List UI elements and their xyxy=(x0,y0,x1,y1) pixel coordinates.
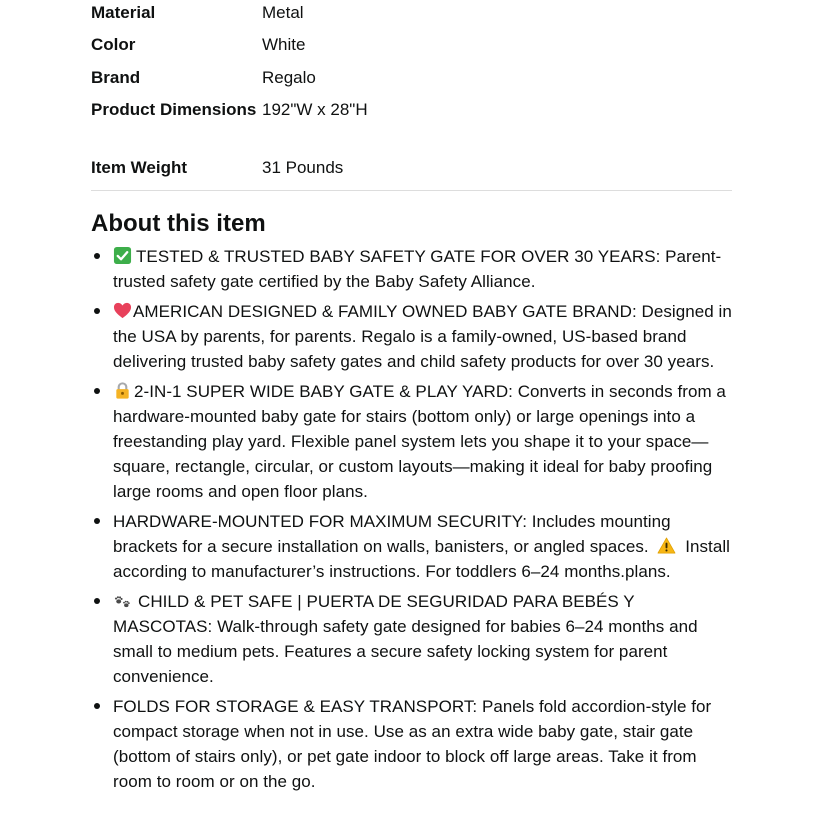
bullet-text: 2-IN-1 SUPER WIDE BABY GATE & PLAY YARD: Converts in seconds from a hardware-mounted baby gate for stairs (bottom only) or large openings into a freestanding play yard. Flexible panel system lets you shape it to your space—square, rectangle, circular, or custom layouts—making it ideal for baby proofing large rooms and open floor plans. xyxy=(113,382,726,501)
about-section-title: About this item xyxy=(91,210,266,237)
spec-row-color xyxy=(91,32,731,65)
list-item xyxy=(113,589,735,689)
bullet-text: FOLDS FOR STORAGE & EASY TRANSPORT: Panels fold accordion-style for compact storage when not in use. Use as an extra wide baby gate, stair gate (bottom of stairs only), or pet gate indoor to block off large areas. Take it from room to room or on the go. xyxy=(113,697,712,791)
list-item xyxy=(113,244,735,294)
spec-value: 31 Pounds xyxy=(262,158,344,177)
spec-row-weight xyxy=(91,155,731,185)
spec-value: Metal xyxy=(262,3,304,22)
bullet-text: Install according to manufacturer’s instructions. For toddlers 6–24 months.plans. xyxy=(113,537,730,581)
bullet-text: CHILD & PET SAFE | PUERTA DE SEGURIDAD PARA BEBÉS Y MASCOTAS: Walk-through safety gate designed for babies 6–24 months and small to medium pets. Features a secure safety locking system for parent convenience. xyxy=(113,592,698,686)
bullet-dot xyxy=(94,388,100,394)
spec-label: Item Weight xyxy=(91,158,188,177)
bullet-text: HARDWARE-MOUNTED FOR MAXIMUM SECURITY: Includes mounting brackets for a secure installation on walls, banisters, or angled spaces. xyxy=(113,512,671,556)
spec-label: Product Dimensions xyxy=(91,100,257,119)
paw-prints-icon xyxy=(113,591,132,610)
spec-value: White xyxy=(262,35,306,54)
spec-value: Regalo xyxy=(262,68,316,87)
spec-row-brand xyxy=(91,65,731,97)
spec-value: 192"W x 28"H xyxy=(262,100,368,119)
about-bullet-list xyxy=(113,244,735,799)
bullet-dot xyxy=(94,308,100,314)
list-item xyxy=(113,379,735,504)
warning-icon xyxy=(657,536,676,555)
list-item xyxy=(113,509,735,584)
spec-label: Brand xyxy=(91,68,141,87)
list-item xyxy=(113,299,735,374)
bullet-dot xyxy=(94,703,100,709)
spec-row-material xyxy=(91,0,731,32)
check-mark-icon xyxy=(113,246,132,265)
lock-icon xyxy=(113,381,132,400)
bullet-text: AMERICAN DESIGNED & FAMILY OWNED BABY GATE BRAND: Designed in the USA by parents, for parents. Regalo is a family-owned, US-based brand delivering trusted baby safety gates and child safety products for over 30 years. xyxy=(113,302,732,371)
bullet-dot xyxy=(94,598,100,604)
section-divider xyxy=(91,190,732,191)
bullet-dot xyxy=(94,518,100,524)
bullet-text: TESTED & TRUSTED BABY SAFETY GATE FOR OVER 30 YEARS: Parent-trusted safety gate certified by the Baby Safety Alliance. xyxy=(113,247,722,291)
heart-icon xyxy=(113,301,132,320)
spec-row-dimensions xyxy=(91,97,731,155)
spec-label: Material xyxy=(91,3,156,22)
product-spec-table xyxy=(91,0,731,185)
list-item xyxy=(113,694,735,794)
bullet-dot xyxy=(94,253,100,259)
spec-label: Color xyxy=(91,35,136,54)
